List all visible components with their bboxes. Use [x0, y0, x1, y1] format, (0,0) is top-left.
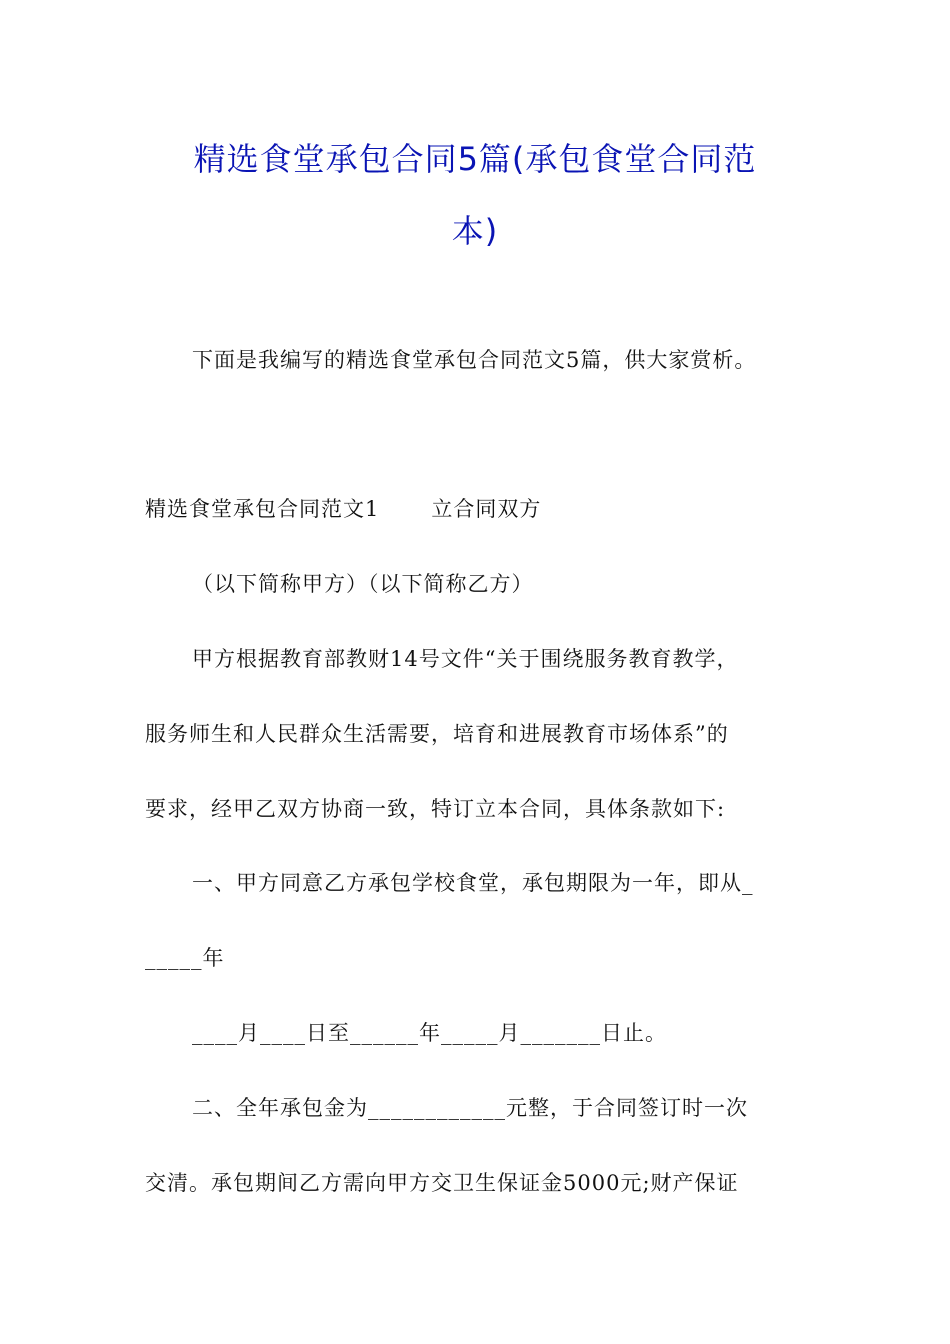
paragraph-1-line-1: 甲方根据教育部教财14号文件“关于围绕服务教育教学，: [192, 647, 739, 671]
clause-2-line-1: 二、全年承包金为____________元整，于合同签订时一次: [192, 1096, 748, 1120]
clause-2-line-2: 交清。承包期间乙方需向甲方交卫生保证金5000元;财产保证: [145, 1171, 739, 1195]
intro-paragraph: 下面是我编写的精选食堂承包合同范文5篇，供大家赏析。: [192, 348, 757, 372]
clause-1-line-2: _____年: [145, 946, 225, 970]
section-heading: 精选食堂承包合同范文1: [145, 497, 380, 521]
document-title-line-2: 本): [451, 212, 499, 250]
clause-1-line-3: ____月____日至______年_____月_______日止。: [192, 1021, 667, 1045]
clause-1-line-1: 一、甲方同意乙方承包学校食堂，承包期限为一年，即从_: [192, 871, 754, 895]
paragraph-1-line-2: 服务师生和人民群众生活需要，培育和进展教育市场体系”的: [145, 722, 729, 746]
paragraph-1-line-3: 要求，经甲乙双方协商一致，特订立本合同，具体条款如下:: [145, 797, 726, 821]
document-title-line-1: 精选食堂承包合同5篇(承包食堂合同范: [193, 140, 757, 178]
section-heading-line: [145, 494, 541, 524]
parties-note: （以下简称甲方）（以下简称乙方）: [192, 572, 534, 596]
section-parties: 立合同双方: [431, 497, 542, 521]
